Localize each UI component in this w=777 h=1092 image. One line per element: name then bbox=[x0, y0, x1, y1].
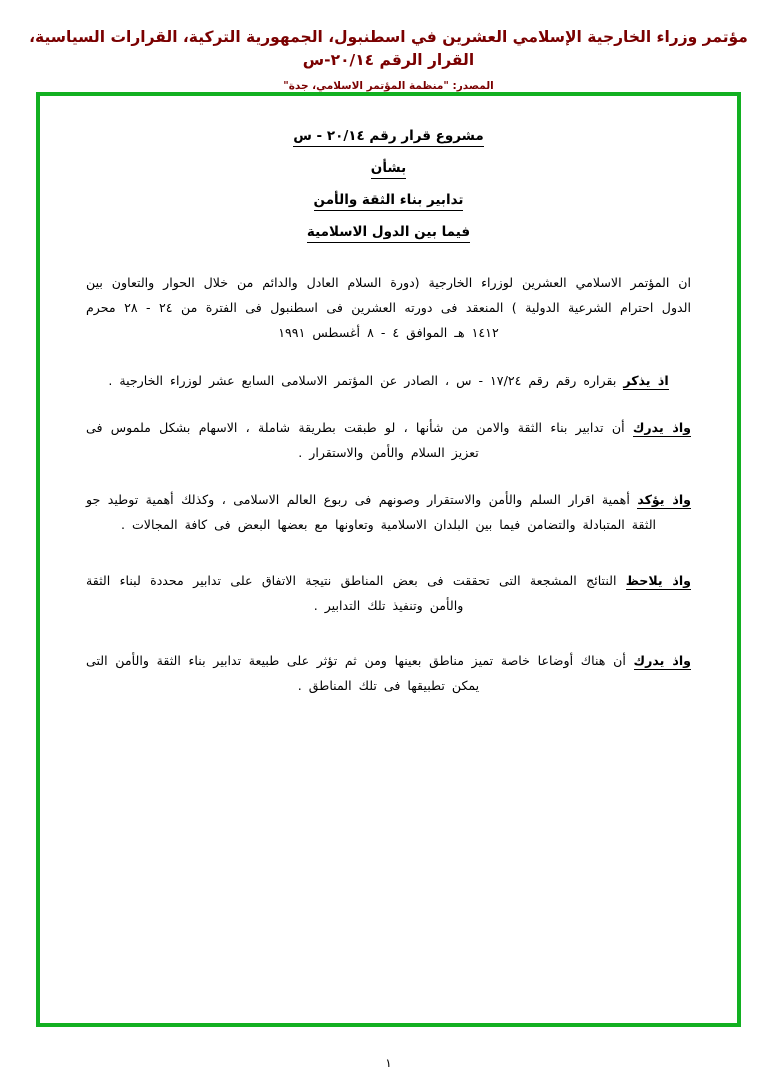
paragraph-text-5: أن هناك أوضاعا خاصة تميز مناطق بعينها ومن ثم تؤثر على طبيعة تدابير بناء الثقة والأمن التى يمكن تطبيقها فى تلك المناطق . bbox=[86, 652, 626, 694]
title-text-3: تدابير بناء الثقة والأمن bbox=[314, 192, 464, 211]
paragraph-text-3: أهمية اقرار السلم والأمن والاستقرار وصونهم فى ربوع العالم الاسلامى ، وكذلك أهمية توطيد جو الثقة المتبادلة والتضامن فيما بين البلدان الاسلامية وتعاونها مع بعضها البعض فى كافة المجالات . bbox=[86, 492, 657, 533]
document-body bbox=[40, 96, 737, 740]
title-text-4: فيما بين الدول الاسلامية bbox=[307, 224, 470, 243]
document-title-block bbox=[86, 128, 691, 240]
paragraph-lead-3: واذ يؤكد bbox=[637, 492, 691, 508]
paragraph-aware-2 bbox=[86, 648, 691, 698]
paragraph-lead-1: اذ يذكر bbox=[623, 372, 669, 388]
paragraph-text-2: أن تدابير بناء الثقة والامن من شأنها ، لو طبقت بطريقة شاملة ، الاسهام بشكل ملموس فى تعزيز السلام والأمن والاستقرار . bbox=[86, 419, 625, 460]
title-text-2: بشأن bbox=[371, 160, 406, 179]
paragraph-text-1: بقراره رقم رقم ١٧/٢٤ - س ، الصادر عن المؤتمر الاسلامى السابع عشر لوزراء الخارجية . bbox=[108, 372, 617, 388]
document-title-line-4 bbox=[86, 224, 691, 240]
paragraph-lead-5: واذ يدرك bbox=[633, 652, 691, 668]
document-title-line-1 bbox=[86, 128, 691, 144]
paragraph-aware-1 bbox=[86, 415, 691, 465]
paragraph-recalling bbox=[86, 368, 691, 393]
paragraph-noting bbox=[86, 568, 691, 618]
paragraph-text-0: ان المؤتمر الاسلامي العشرين لوزراء الخارجية (دورة السلام العادل والدائم من خلال الحوار والتعاون بين الدول احترام الشرعية الدولية ) المنعقد فى دورته العشرين فى اسطنبول فى الفترة من ٢٤ - ٢٨ محرم ١٤١٢ هـ الموافق ٤ - ٨ أغسطس ١٩٩١ bbox=[86, 275, 691, 341]
document-frame bbox=[36, 92, 741, 1027]
paragraph-affirming bbox=[86, 487, 691, 537]
title-text-1: مشروع قرار رقم ٢٠/١٤ - س bbox=[293, 128, 484, 147]
document-title-line-2 bbox=[86, 160, 691, 176]
paragraph-text-4: النتائج المشجعة التى تحققت فى بعض المناطق نتيجة الاتفاق على تدابير محددة لبناء الثقة والأمن وتنفيذ تلك التدابير . bbox=[86, 572, 617, 613]
header-title: مؤتمر وزراء الخارجية الإسلامي العشرين في اسطنبول، الجمهورية التركية، القرارات السياسية، القرار الرقم ٢٠/١٤-س bbox=[29, 28, 748, 70]
paragraph-lead-2: واذ يدرك bbox=[632, 419, 691, 435]
page-number: ١ bbox=[385, 1056, 392, 1070]
document-header bbox=[0, 26, 777, 92]
document-title-line-3 bbox=[86, 192, 691, 208]
paragraph-lead-4: واذ يلاحظ bbox=[625, 572, 691, 588]
header-source: المصدر: "منظمة المؤتمر الاسلامي، جدة" bbox=[283, 79, 494, 92]
paragraph-preamble bbox=[86, 270, 691, 346]
